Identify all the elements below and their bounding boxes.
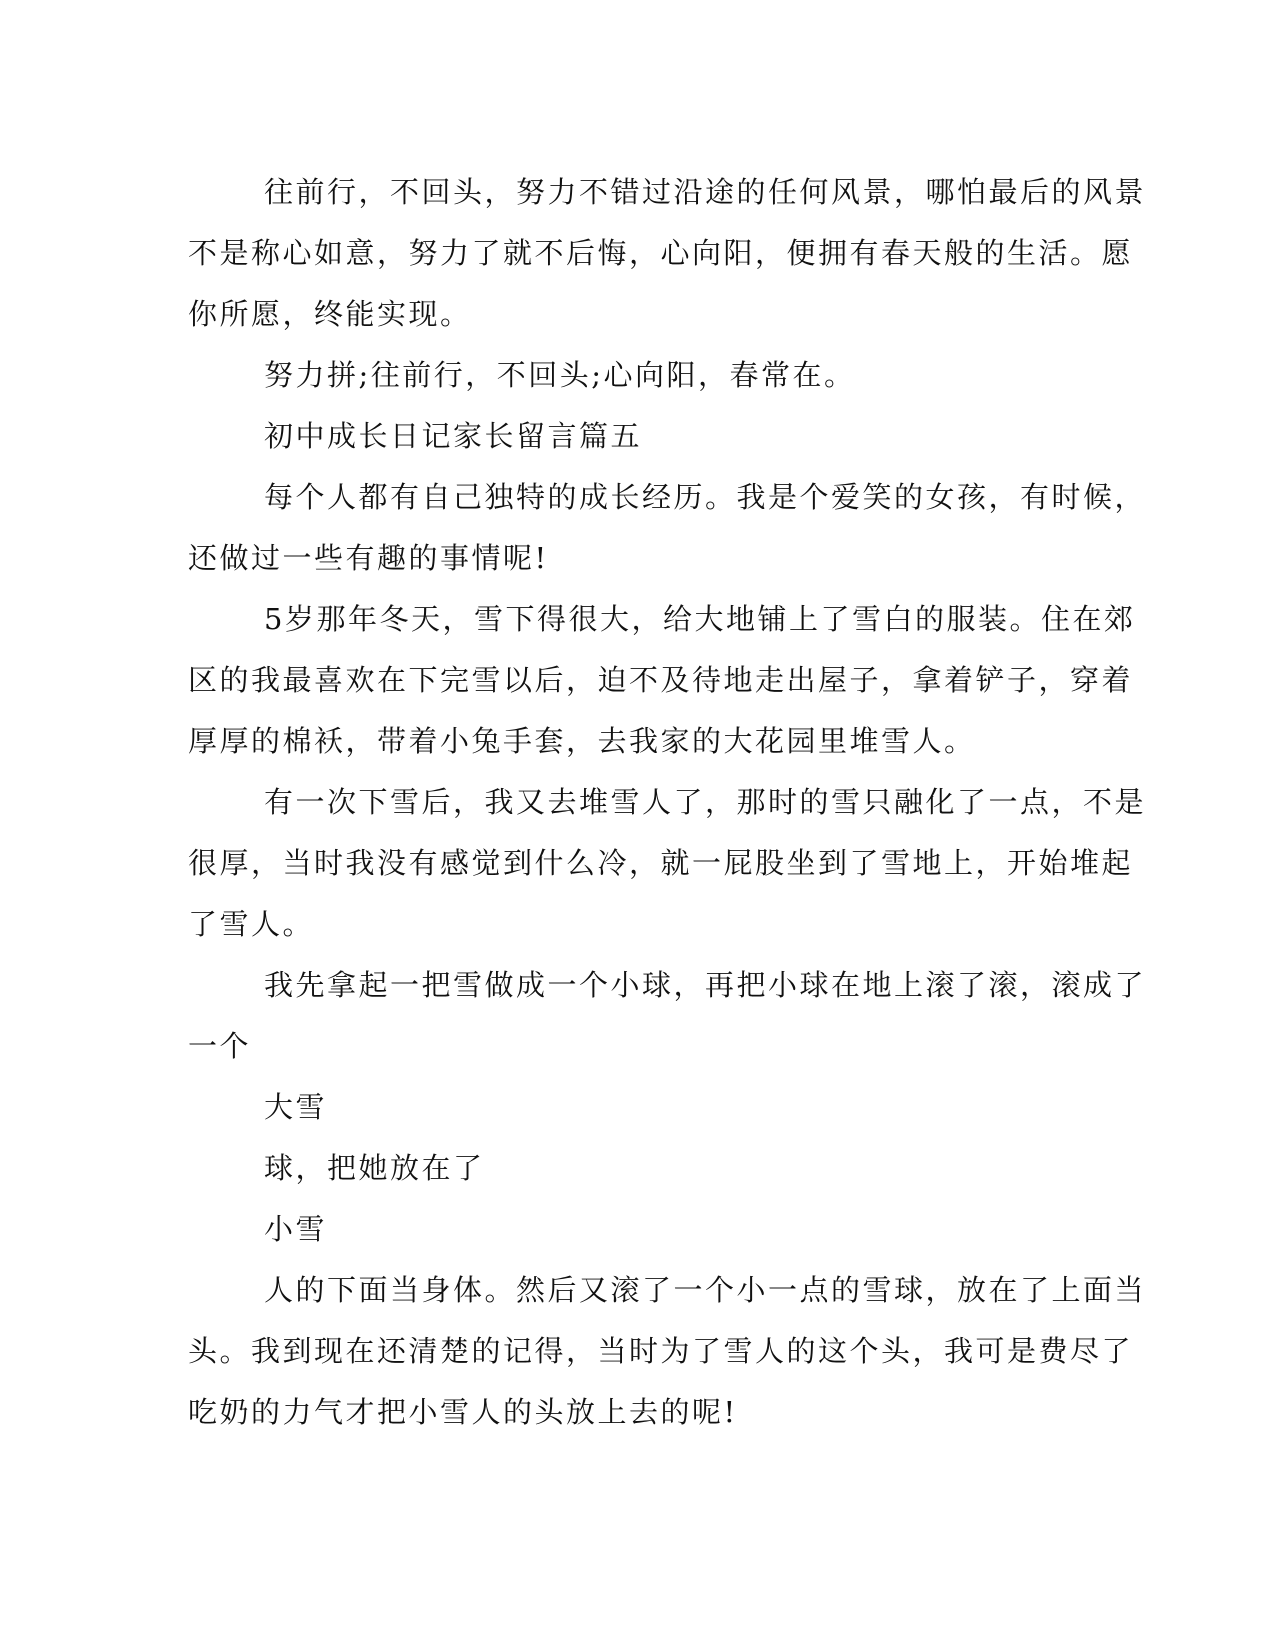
text-line: 5岁那年冬天，雪下得很大，给大地铺上了雪白的服装。住在郊 bbox=[264, 602, 1136, 636]
text-line: 一个 bbox=[188, 1029, 252, 1063]
paragraph bbox=[188, 1138, 1078, 1199]
paragraph bbox=[188, 589, 1136, 772]
text-line: 你所愿，终能实现。 bbox=[188, 297, 472, 331]
text-line: 了雪人。 bbox=[188, 907, 315, 941]
text-line: 有一次下雪后，我又去堆雪人了，那时的雪只融化了一点，不是 bbox=[264, 785, 1147, 819]
text-line: 初中成长日记家长留言篇五 bbox=[264, 419, 643, 453]
paragraph bbox=[188, 1077, 1078, 1138]
text-line: 往前行，不回头，努力不错过沿途的任何风景，哪怕最后的风景 bbox=[264, 175, 1147, 209]
paragraph bbox=[188, 467, 1147, 589]
paragraph bbox=[188, 1260, 1147, 1443]
paragraph bbox=[188, 772, 1147, 955]
text-line: 厚厚的棉袄，带着小兔手套，去我家的大花园里堆雪人。 bbox=[188, 724, 976, 758]
text-line: 头。我到现在还清楚的记得，当时为了雪人的这个头，我可是费尽了 bbox=[188, 1334, 1134, 1368]
text-line: 还做过一些有趣的事情呢! bbox=[188, 541, 549, 575]
paragraph bbox=[188, 955, 1147, 1077]
body-text bbox=[188, 162, 1147, 1443]
text-line: 不是称心如意，努力了就不后悔，心向阳，便拥有春天般的生活。愿 bbox=[188, 236, 1134, 270]
paragraph bbox=[188, 345, 1078, 406]
paragraph bbox=[188, 1199, 1078, 1260]
text-line: 大雪 bbox=[264, 1090, 328, 1124]
text-line: 努力拼;往前行，不回头;心向阳，春常在。 bbox=[264, 358, 856, 392]
section-heading bbox=[188, 406, 1078, 467]
text-line: 吃奶的力气才把小雪人的头放上去的呢! bbox=[188, 1395, 738, 1429]
text-line: 人的下面当身体。然后又滚了一个小一点的雪球，放在了上面当 bbox=[264, 1273, 1147, 1307]
text-line: 小雪 bbox=[264, 1212, 328, 1246]
text-line: 区的我最喜欢在下完雪以后，迫不及待地走出屋子，拿着铲子，穿着 bbox=[188, 663, 1134, 697]
paragraph bbox=[188, 162, 1147, 345]
text-line: 球，把她放在了 bbox=[264, 1151, 485, 1185]
text-line: 每个人都有自己独特的成长经历。我是个爱笑的女孩，有时候， bbox=[264, 480, 1147, 514]
text-line: 很厚，当时我没有感觉到什么冷，就一屁股坐到了雪地上，开始堆起 bbox=[188, 846, 1134, 880]
text-line: 我先拿起一把雪做成一个小球，再把小球在地上滚了滚，滚成了 bbox=[264, 968, 1147, 1002]
